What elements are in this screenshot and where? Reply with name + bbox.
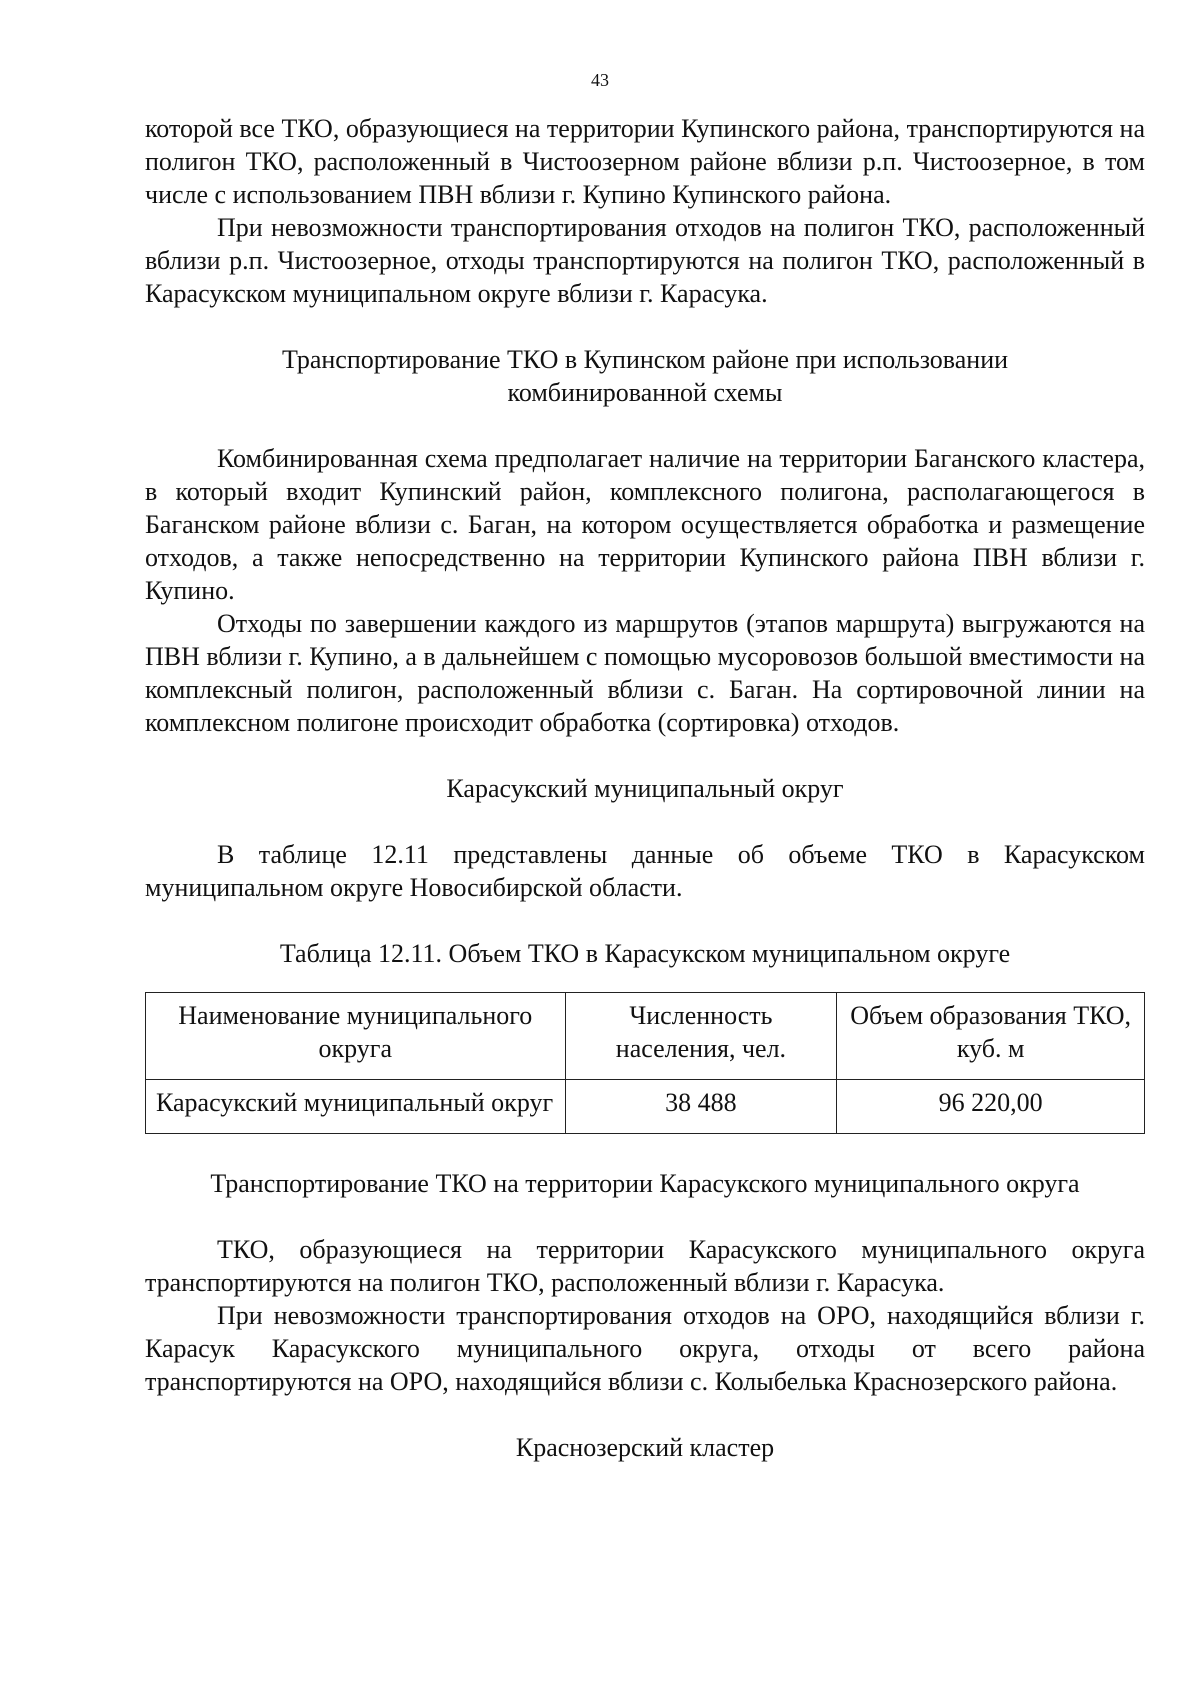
table-header-cell: Объем образования ТКО, куб. м <box>837 993 1145 1080</box>
table-header-cell: Наименование муниципального округа <box>146 993 566 1080</box>
table-row <box>146 1080 1145 1134</box>
section-heading: Транспортирование ТКО на территории Карасукского муниципального округа <box>210 1169 1080 1198</box>
section-heading: Краснозерский кластер <box>515 1433 775 1462</box>
paragraph: которой все ТКО, образующиеся на территории Купинского района, транспортируются на полигон ТКО, расположенный в Чистоозерном районе вблизи р.п. Чистоозерное, в том числе с использованием ПВН вблизи г. Купино Купинского района. <box>145 114 1145 209</box>
page-number: 43 <box>591 70 609 90</box>
paragraph: ТКО, образующиеся на территории Карасукского муниципального округа транспортируются на полигон ТКО, расположенный вблизи г. Карасука. <box>145 1235 1145 1297</box>
table-header-cell: Численность населения, чел. <box>565 993 837 1080</box>
section-heading: Транспортирование ТКО в Купинском районе при использовании комбинированной схемы <box>281 345 1009 407</box>
table-cell: 96 220,00 <box>837 1080 1145 1134</box>
paragraph: При невозможности транспортирования отходов на полигон ТКО, расположенный вблизи р.п. Чистоозерное, отходы транспортируются на полигон ТКО, расположенный в Карасукском муниципальном округе вблизи г. Карасука. <box>145 213 1145 308</box>
table-cell: Карасукский муниципальный округ <box>146 1080 566 1134</box>
table-cell: 38 488 <box>565 1080 837 1134</box>
paragraph: В таблице 12.11 представлены данные об объеме ТКО в Карасукском муниципальном округе Новосибирской области. <box>145 840 1145 902</box>
tko-volume-table <box>145 992 1145 1134</box>
table-caption: Таблица 12.11. Объем ТКО в Карасукском муниципальном округе <box>279 939 1011 968</box>
paragraph: Отходы по завершении каждого из маршрутов (этапов маршрута) выгружаются на ПВН вблизи г. Купино, а в дальнейшем с помощью мусоровозов большой вместимости на комплексный полигон, расположенный вблизи с. Баган. На сортировочной линии на комплексном полигоне происходит обработка (сортировка) отходов. <box>145 609 1145 737</box>
table-header-row <box>146 993 1145 1080</box>
paragraph: Комбинированная схема предполагает наличие на территории Баганского кластера, в который входит Купинский район, комплексного полигона, располагающегося в Баганском районе вблизи с. Баган, на котором осуществляется обработка и размещение отходов, а также непосредственно на территории Купинского района ПВН вблизи г. Купино. <box>145 444 1145 605</box>
paragraph: При невозможности транспортирования отходов на ОРО, находящийся вблизи г. Карасук Карасукского муниципального округа, отходы от всего района транспортируются на ОРО, находящийся вблизи с. Колыбелька Краснозерского района. <box>145 1301 1145 1396</box>
page-content <box>145 112 1145 1464</box>
section-heading: Карасукский муниципальный округ <box>446 774 844 803</box>
